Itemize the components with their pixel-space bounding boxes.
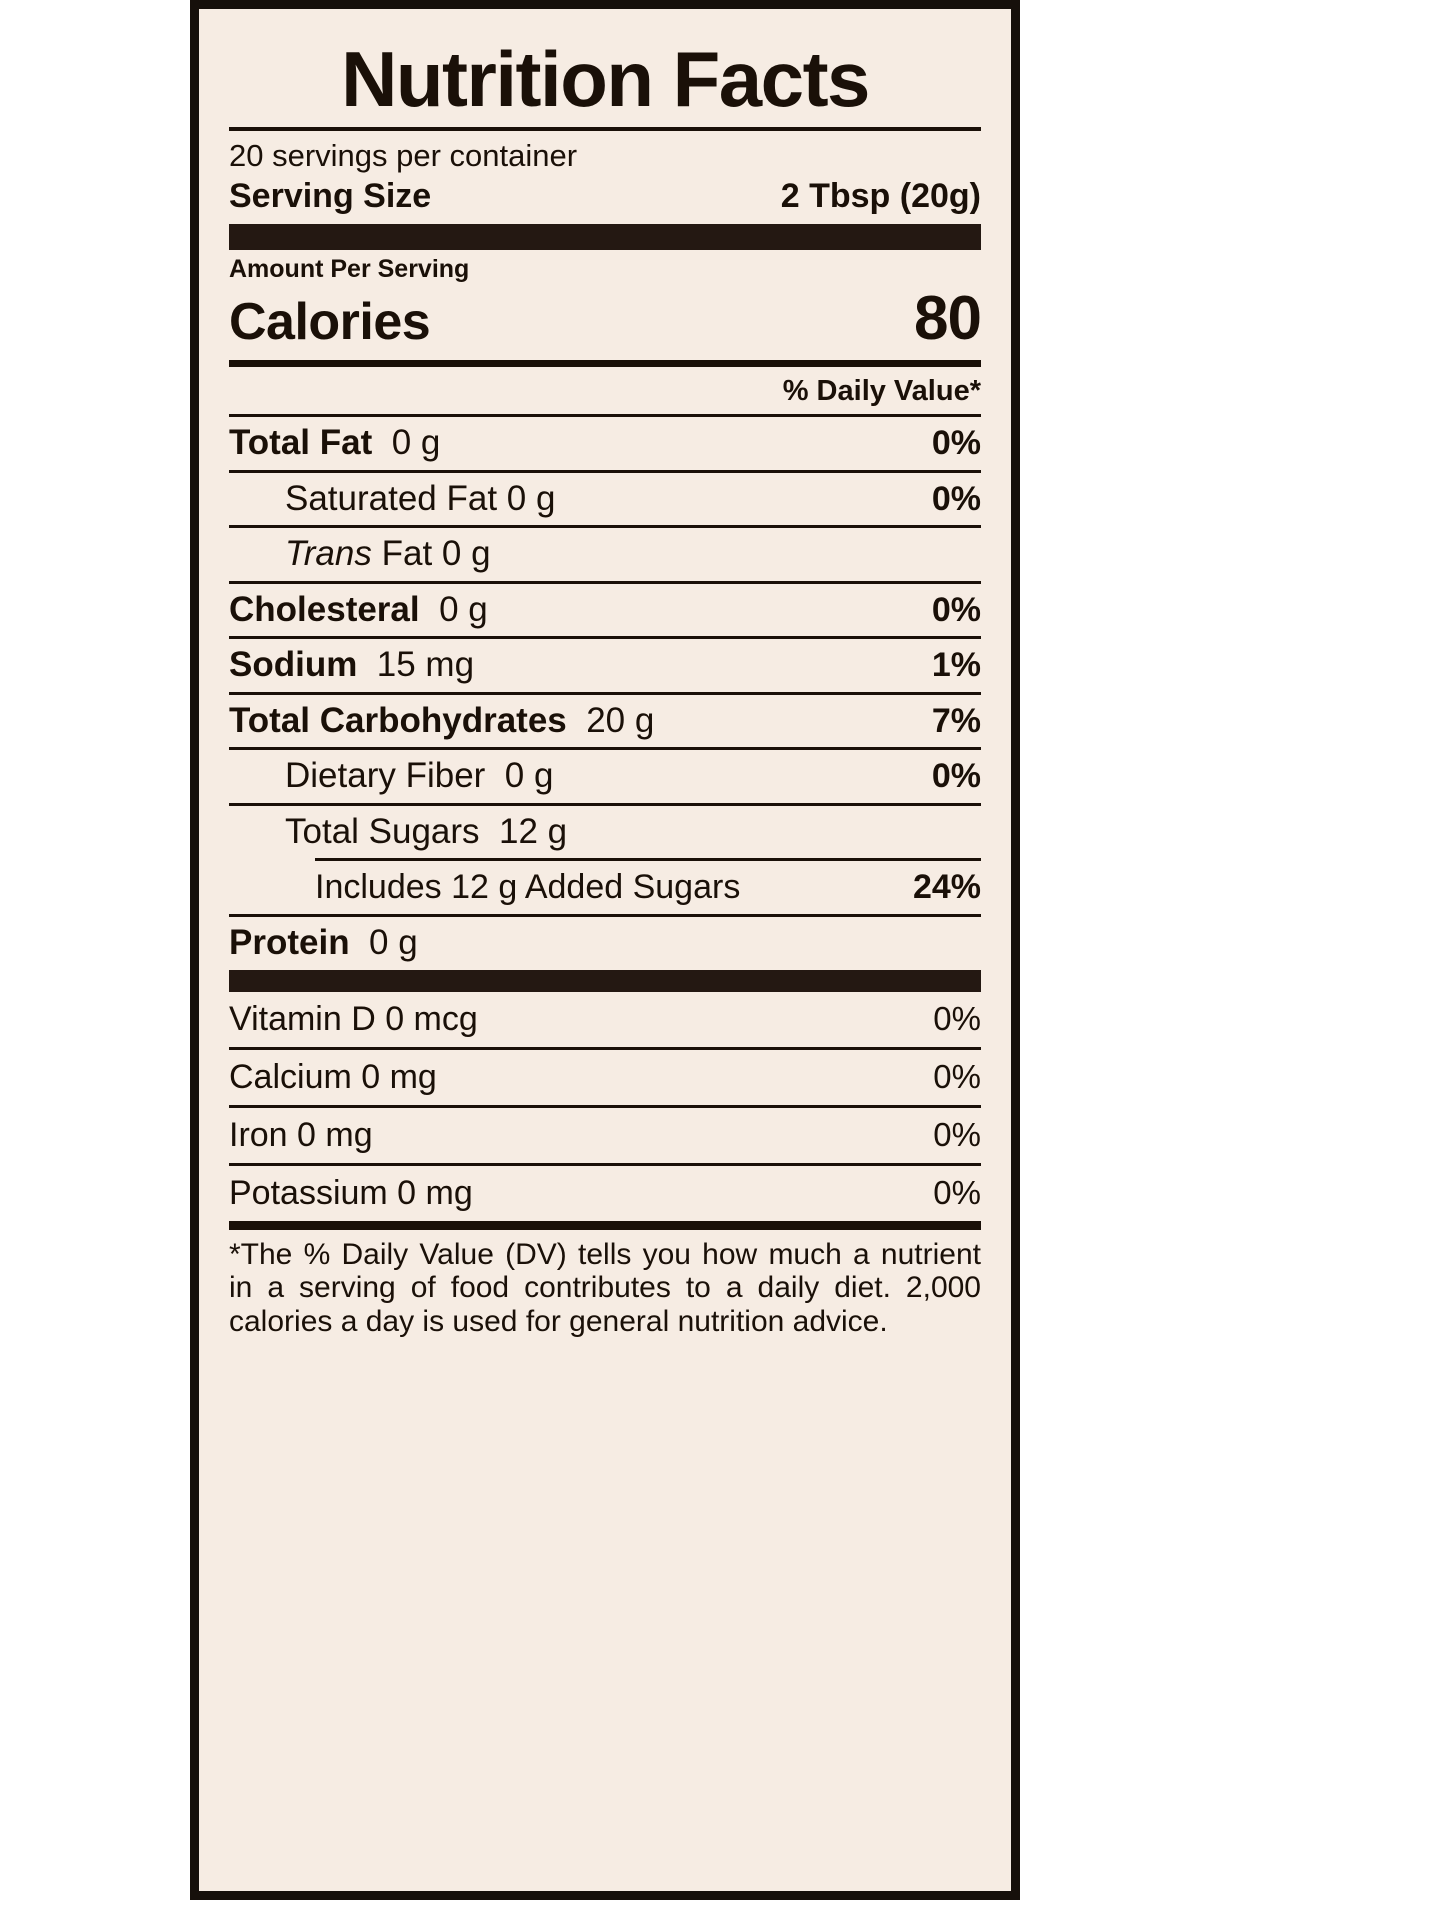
vitamin-row-calcium: [229, 1050, 981, 1105]
servings-per-container: 20 servings per container: [229, 138, 578, 174]
vitamin-pct: 0%: [933, 1115, 981, 1153]
vitamin-name: Potassium 0 mg: [229, 1173, 473, 1212]
nutrient-amount: 0 g: [504, 756, 554, 796]
vitamin-row-iron: [229, 1108, 981, 1163]
nutrient-name: Total Sugars: [285, 811, 480, 851]
nutrient-name: Protein: [229, 923, 350, 963]
vitamin-pct: 0%: [933, 1173, 981, 1211]
nutrient-pct: 0%: [931, 757, 981, 796]
nutrient-pct: 7%: [931, 701, 981, 740]
nutrient-row-added-sugars: [315, 858, 981, 914]
daily-value-header: % Daily Value*: [782, 375, 981, 408]
nutrient-amount: 12 g: [499, 811, 568, 851]
nutrient-row-trans-fat: Trans Fat 0 g: [285, 534, 491, 574]
vitamin-pct: 0%: [933, 1057, 981, 1095]
nutrition-facts-label: [190, 0, 1020, 1900]
vitamin-name: Vitamin D 0 mcg: [229, 999, 478, 1038]
nutrient-pct: 1%: [931, 646, 981, 685]
nutrient-amount: 0 g: [439, 589, 488, 629]
nutrient-pct: 0%: [931, 424, 981, 463]
nutrient-pct: 24%: [912, 868, 981, 907]
divider-before-footnote: [229, 1221, 981, 1230]
trans-italic-label: Trans: [285, 534, 372, 574]
vitamin-row-vitamin-d: [229, 992, 981, 1047]
nutrient-name: Includes 12 g Added Sugars: [315, 868, 741, 907]
nutrient-row-dietary-fiber: [229, 750, 981, 803]
nutrient-amount: 0 g: [369, 923, 418, 963]
label-inner: [215, 35, 995, 1899]
page-title: Nutrition Facts: [341, 35, 869, 123]
vitamin-row-potassium: [229, 1166, 981, 1221]
nutrient-name: Total Fat: [229, 423, 373, 463]
nutrient-row-total-fat: [229, 417, 981, 470]
nutrient-pct: 0%: [931, 590, 981, 629]
nutrient-row-protein: [229, 917, 981, 970]
nutrient-row-saturated-fat: [229, 473, 981, 526]
serving-size-row: [229, 175, 981, 224]
nutrient-name: Total Carbohydrates: [229, 700, 567, 740]
nutrient-name: Cholesteral: [229, 589, 420, 629]
nutrient-name: Dietary Fiber: [285, 756, 486, 796]
vitamin-name: Iron 0 mg: [229, 1115, 373, 1154]
nutrient-row-sodium: [229, 639, 981, 692]
nutrient-amount: 20 g: [586, 700, 655, 740]
vitamin-pct: 0%: [933, 999, 981, 1037]
nutrient-pct: 0%: [931, 479, 981, 518]
nutrient-name: Saturated Fat 0 g: [285, 478, 556, 518]
divider-thick-2: [229, 970, 981, 992]
nutrient-row-total-sugars: [229, 806, 981, 859]
amount-per-serving-label: Amount Per Serving: [229, 254, 470, 283]
divider-after-calories: [229, 360, 981, 367]
nutrient-amount: 0 g: [391, 423, 441, 463]
calories-row: [229, 283, 981, 360]
daily-value-footnote: *The % Daily Value (DV) tells you how much a nutrient in a serving of food contributes to a daily diet. 2,000 calories a day is used for general nutrition advice.: [229, 1237, 981, 1338]
nutrient-amount: 15 mg: [376, 645, 475, 685]
nutrient-row-cholesterol: [229, 584, 981, 637]
calories-value: 80: [914, 284, 981, 354]
nutrient-row-total-carbohydrates: [229, 695, 981, 748]
divider-thick-1: [229, 224, 981, 250]
serving-size-value: 2 Tbsp (20g): [780, 176, 981, 215]
serving-size-label: Serving Size: [229, 176, 432, 215]
vitamin-name: Calcium 0 mg: [229, 1057, 437, 1096]
calories-label: Calories: [229, 293, 431, 352]
nutrient-name: Sodium: [229, 645, 358, 685]
